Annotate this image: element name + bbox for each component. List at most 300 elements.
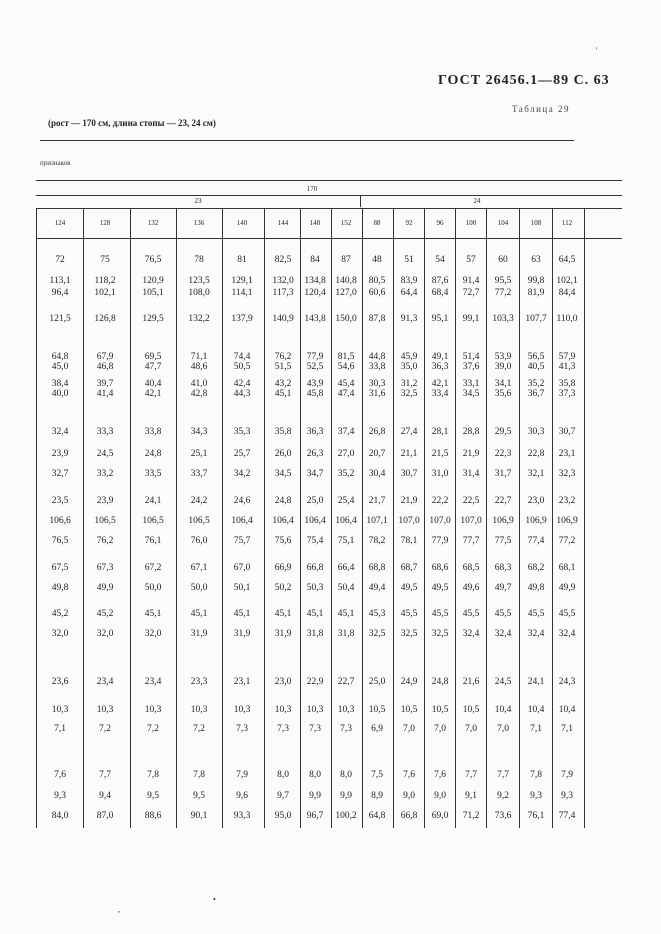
table-cell: 45,5 (400, 609, 418, 619)
table-cell: 96,4 (51, 288, 69, 298)
table-cell: 31,8 (337, 629, 355, 639)
table-cell: 68,5 (462, 563, 480, 573)
table-cell: 7,3 (277, 724, 289, 734)
table-cell: 43,2 (274, 379, 292, 389)
table-cell: 23,1 (233, 677, 251, 687)
table-cell: 106,9 (492, 516, 514, 526)
table-cell: 67,0 (233, 563, 251, 573)
table-cell: 36,7 (527, 389, 545, 399)
table-cell: 25,0 (368, 677, 386, 687)
table-cell: 22,8 (527, 449, 545, 459)
table-cell: 20,7 (368, 449, 386, 459)
table-cell: 77,2 (494, 288, 512, 298)
table-cell: 49,5 (400, 583, 418, 593)
table-row (0, 583, 661, 595)
table-cell: 21,1 (400, 449, 418, 459)
table-cell: 64,8 (368, 811, 386, 821)
table-cell: 68,1 (558, 563, 576, 573)
table-cell: 42,4 (233, 379, 251, 389)
table-cell: 33,7 (190, 469, 208, 479)
table-cell: 49,7 (494, 583, 512, 593)
column-header: 152 (340, 219, 352, 227)
table-cell: 24,8 (144, 449, 162, 459)
table-cell: 32,4 (527, 629, 545, 639)
table-cell: 76,5 (51, 536, 69, 546)
table-cell: 91,4 (462, 276, 480, 286)
table-cell: 78 (194, 255, 204, 265)
table-cell: 23,4 (96, 677, 114, 687)
table-cell: 67,9 (96, 352, 114, 362)
table-cell: 10,5 (400, 705, 418, 715)
column-header: 124 (54, 219, 66, 227)
table-cell: 126,8 (94, 314, 116, 324)
table-cell: 77,4 (527, 536, 545, 546)
table-cell: 35,2 (527, 379, 545, 389)
table-row (0, 563, 661, 575)
table-cell: 81 (237, 255, 247, 265)
table-cell: 9,0 (403, 791, 415, 801)
table-cell: 83,9 (400, 276, 418, 286)
table-cell: 7,0 (403, 724, 415, 734)
table-cell: 33,3 (96, 427, 114, 437)
table-cell: 87,6 (431, 276, 449, 286)
table-cell: 48 (372, 255, 382, 265)
table-cell: 10,3 (274, 705, 292, 715)
table-row (0, 791, 661, 803)
table-cell: 21,9 (400, 496, 418, 506)
table-cell: 10,3 (306, 705, 324, 715)
table-cell: 34,5 (274, 469, 292, 479)
column-header: 140 (236, 219, 248, 227)
table-cell: 24,1 (527, 677, 545, 687)
table-cell: 90,1 (190, 811, 208, 821)
table-cell: 33,1 (462, 379, 480, 389)
table-row (0, 389, 661, 401)
table-cell: 9,7 (277, 791, 289, 801)
table-cell: 32,4 (462, 629, 480, 639)
table-cell: 6,9 (371, 724, 383, 734)
table-cell: 9,9 (340, 791, 352, 801)
table-cell: 67,3 (96, 563, 114, 573)
table-cell: 45,1 (190, 609, 208, 619)
table-cell: 23,5 (51, 496, 69, 506)
table-cell: 30,4 (368, 469, 386, 479)
scan-mark: , (118, 905, 120, 914)
table-cell: 7,2 (147, 724, 159, 734)
table-cell: 64,8 (51, 352, 69, 362)
table-cell: 22,9 (306, 677, 324, 687)
table-cell: 30,3 (527, 427, 545, 437)
table-cell: 45,8 (306, 389, 324, 399)
table-cell: 33,5 (144, 469, 162, 479)
table-cell: 50,3 (306, 583, 324, 593)
table-cell: 7,7 (465, 770, 477, 780)
table-cell: 106,9 (525, 516, 547, 526)
table-cell: 7,5 (371, 770, 383, 780)
table-cell: 41,3 (558, 362, 576, 372)
table-cell: 118,2 (94, 276, 116, 286)
table-cell: 45,2 (96, 609, 114, 619)
table-cell: 84 (310, 255, 320, 265)
table-cell: 31,9 (274, 629, 292, 639)
table-cell: 10,3 (51, 705, 69, 715)
table-cell: 110,0 (556, 314, 578, 324)
table-cell: 64,4 (400, 288, 418, 298)
table-cell: 56,5 (527, 352, 545, 362)
table-cell: 23,2 (558, 496, 576, 506)
scan-mark: ' (596, 46, 598, 55)
table-cell: 66,4 (337, 563, 355, 573)
foot-group-label: 23 (194, 197, 202, 205)
page-header: ГОСТ 26456.1—89 С. 63 (438, 73, 610, 88)
height-group-label: 170 (306, 185, 318, 193)
table-row (0, 609, 661, 621)
table-label: Таблица 29 (512, 104, 570, 114)
table-cell: 99,1 (462, 314, 480, 324)
table-cell: 9,3 (561, 791, 573, 801)
table-cell: 45,1 (306, 609, 324, 619)
table-cell: 32,4 (494, 629, 512, 639)
table-cell: 8,0 (340, 770, 352, 780)
table-cell: 34,2 (233, 469, 251, 479)
table-cell: 7,2 (193, 724, 205, 734)
column-header: 132 (147, 219, 159, 227)
table-cell: 34,7 (306, 469, 324, 479)
table-cell: 106,4 (231, 516, 253, 526)
table-cell: 51,5 (274, 362, 292, 372)
table-cell: 45,1 (144, 609, 162, 619)
column-header: 108 (530, 219, 542, 227)
table-cell: 39,7 (96, 379, 114, 389)
table-cell: 71,1 (190, 352, 208, 362)
table-cell: 78,2 (368, 536, 386, 546)
table-cell: 9,3 (54, 791, 66, 801)
table-cell: 77,4 (558, 811, 576, 821)
header-rule (40, 140, 574, 141)
table-cell: 45,5 (558, 609, 576, 619)
table-cell: 106,4 (272, 516, 294, 526)
table-cell: 35,2 (337, 469, 355, 479)
table-cell: 29,5 (494, 427, 512, 437)
table-cell: 9,3 (530, 791, 542, 801)
table-cell: 21,5 (431, 449, 449, 459)
table-cell: 87,0 (96, 811, 114, 821)
table-cell: 10,5 (462, 705, 480, 715)
table-cell: 49,4 (368, 583, 386, 593)
table-cell: 31,7 (494, 469, 512, 479)
table-cell: 10,4 (558, 705, 576, 715)
table-row (0, 536, 661, 548)
table-cell: 27,0 (337, 449, 355, 459)
table-cell: 96,7 (306, 811, 324, 821)
table-cell: 67,1 (190, 563, 208, 573)
table-cell: 95,0 (274, 811, 292, 821)
table-cell: 91,3 (400, 314, 418, 324)
table-cell: 41,0 (190, 379, 208, 389)
table-cell: 23,9 (96, 496, 114, 506)
table-cell: 7,1 (561, 724, 573, 734)
table-cell: 8,0 (277, 770, 289, 780)
table-cell: 68,6 (431, 563, 449, 573)
table-cell: 9,6 (236, 791, 248, 801)
table-cell: 43,9 (306, 379, 324, 389)
table-cell: 60,6 (368, 288, 386, 298)
table-cell: 50,4 (337, 583, 355, 593)
table-cell: 93,3 (233, 811, 251, 821)
table-cell: 77,2 (558, 536, 576, 546)
table-row (0, 276, 661, 288)
column-header: 104 (497, 219, 509, 227)
table-cell: 7,6 (403, 770, 415, 780)
table-cell: 35,8 (558, 379, 576, 389)
column-header: 88 (373, 219, 381, 227)
table-cell: 26,8 (368, 427, 386, 437)
table-cell: 51 (404, 255, 414, 265)
table-cell: 113,1 (49, 276, 71, 286)
table-cell: 76,1 (527, 811, 545, 821)
table-cell: 106,4 (335, 516, 357, 526)
table-cell: 108,0 (188, 288, 210, 298)
table-cell: 34,5 (462, 389, 480, 399)
table-cell: 26,0 (274, 449, 292, 459)
table-cell: 23,0 (274, 677, 292, 687)
foot-group-label: 24 (473, 197, 481, 205)
table-cell: 10,3 (96, 705, 114, 715)
table-cell: 31,9 (233, 629, 251, 639)
table-cell: 25,0 (306, 496, 324, 506)
table-cell: 35,3 (233, 427, 251, 437)
table-cell: 32,4 (558, 629, 576, 639)
table-row (0, 811, 661, 823)
table-cell: 34,3 (190, 427, 208, 437)
table-cell: 35,8 (274, 427, 292, 437)
table-cell: 10,3 (190, 705, 208, 715)
table-cell: 24,3 (558, 677, 576, 687)
table-cell: 30,7 (400, 469, 418, 479)
table-cell: 71,2 (462, 811, 480, 821)
table-cell: 45,1 (337, 609, 355, 619)
column-header: 100 (465, 219, 477, 227)
table-cell: 107,0 (398, 516, 420, 526)
table-cell: 32,5 (368, 629, 386, 639)
group-rule (36, 195, 622, 196)
table-cell: 9,5 (147, 791, 159, 801)
table-cell: 7,1 (54, 724, 66, 734)
table-cell: 75,6 (274, 536, 292, 546)
table-cell: 132,2 (188, 314, 210, 324)
table-cell: 50,0 (190, 583, 208, 593)
table-cell: 32,5 (400, 629, 418, 639)
table-cell: 45,1 (233, 609, 251, 619)
table-row (0, 362, 661, 374)
table-cell: 68,3 (494, 563, 512, 573)
table-cell: 74,4 (233, 352, 251, 362)
table-cell: 27,4 (400, 427, 418, 437)
table-cell: 32,7 (51, 469, 69, 479)
table-cell: 84,4 (558, 288, 576, 298)
column-header: 96 (436, 219, 444, 227)
table-row (0, 314, 661, 326)
table-cell: 103,3 (492, 314, 514, 324)
table-cell: 7,8 (193, 770, 205, 780)
table-cell: 31,6 (368, 389, 386, 399)
table-cell: 24,2 (190, 496, 208, 506)
table-cell: 22,3 (494, 449, 512, 459)
table-cell: 36,3 (306, 427, 324, 437)
column-header: 136 (193, 219, 205, 227)
table-cell: 121,5 (49, 314, 71, 324)
table-cell: 50,1 (233, 583, 251, 593)
table-cell: 68,2 (527, 563, 545, 573)
table-cell: 105,1 (142, 288, 164, 298)
table-cell: 40,5 (527, 362, 545, 372)
table-cell: 50,2 (274, 583, 292, 593)
table-cell: 69,5 (144, 352, 162, 362)
table-cell: 23,9 (51, 449, 69, 459)
table-cell: 7,3 (309, 724, 321, 734)
table-cell: 35,0 (400, 362, 418, 372)
table-cell: 42,8 (190, 389, 208, 399)
table-cell: 95,1 (431, 314, 449, 324)
table-cell: 24,5 (494, 677, 512, 687)
column-header: 92 (405, 219, 413, 227)
table-cell: 45,5 (527, 609, 545, 619)
table-cell: 45,4 (337, 379, 355, 389)
table-cell: 9,2 (497, 791, 509, 801)
table-cell: 95,5 (494, 276, 512, 286)
table-cell: 32,0 (144, 629, 162, 639)
table-cell: 10,5 (431, 705, 449, 715)
table-cell: 37,6 (462, 362, 480, 372)
table-cell: 23,4 (144, 677, 162, 687)
table-cell: 106,9 (556, 516, 578, 526)
table-row (0, 629, 661, 641)
table-cell: 100,2 (335, 811, 357, 821)
table-cell: 49,8 (527, 583, 545, 593)
table-cell: 47,4 (337, 389, 355, 399)
table-cell: 7,0 (465, 724, 477, 734)
table-cell: 49,9 (96, 583, 114, 593)
table-cell: 40,4 (144, 379, 162, 389)
table-cell: 45,5 (431, 609, 449, 619)
table-row (0, 705, 661, 717)
table-cell: 75,1 (337, 536, 355, 546)
table-cell: 7,3 (236, 724, 248, 734)
table-cell: 31,8 (306, 629, 324, 639)
table-cell: 75,4 (306, 536, 324, 546)
table-cell: 137,9 (231, 314, 253, 324)
table-cell: 50,0 (144, 583, 162, 593)
table-cell: 22,7 (494, 496, 512, 506)
table-cell: 7,6 (54, 770, 66, 780)
table-cell: 26,3 (306, 449, 324, 459)
table-cell: 7,0 (434, 724, 446, 734)
table-cell: 10,3 (144, 705, 162, 715)
table-cell: 40,0 (51, 389, 69, 399)
table-cell: 107,1 (366, 516, 388, 526)
table-cell: 88,6 (144, 811, 162, 821)
table-cell: 77,7 (462, 536, 480, 546)
table-cell: 22,7 (337, 677, 355, 687)
table-cell: 32,5 (431, 629, 449, 639)
table-cell: 120,4 (304, 288, 326, 298)
table-cell: 69,0 (431, 811, 449, 821)
table-cell: 31,0 (431, 469, 449, 479)
table-cell: 10,3 (337, 705, 355, 715)
table-cell: 143,8 (304, 314, 326, 324)
table-cell: 80,5 (368, 276, 386, 286)
scan-mark: • (213, 895, 216, 904)
table-cell: 28,8 (462, 427, 480, 437)
table-cell: 45,2 (51, 609, 69, 619)
table-cell: 33,8 (144, 427, 162, 437)
table-cell: 120,9 (142, 276, 164, 286)
table-cell: 10,4 (494, 705, 512, 715)
table-cell: 134,8 (304, 276, 326, 286)
table-cell: 23,6 (51, 677, 69, 687)
table-cell: 9,9 (309, 791, 321, 801)
table-cell: 39,0 (494, 362, 512, 372)
table-cell: 33,2 (96, 469, 114, 479)
table-cell: 66,9 (274, 563, 292, 573)
table-cell: 32,3 (558, 469, 576, 479)
table-cell: 48,6 (190, 362, 208, 372)
table-cell: 50,5 (233, 362, 251, 372)
table-cell: 22,5 (462, 496, 480, 506)
table-cell: 21,6 (462, 677, 480, 687)
column-title: признаков (40, 159, 71, 167)
table-cell: 127,0 (335, 288, 357, 298)
table-cell: 31,2 (400, 379, 418, 389)
table-cell: 132,0 (272, 276, 294, 286)
table-cell: 117,3 (272, 288, 294, 298)
table-cell: 42,1 (144, 389, 162, 399)
table-cell: 41,4 (96, 389, 114, 399)
table-cell: 23,3 (190, 677, 208, 687)
table-cell: 81,5 (337, 352, 355, 362)
table-cell: 23,0 (527, 496, 545, 506)
table-cell: 32,0 (51, 629, 69, 639)
table-cell: 106,5 (142, 516, 164, 526)
table-row (0, 469, 661, 481)
table-cell: 123,5 (188, 276, 210, 286)
table-cell: 52,5 (306, 362, 324, 372)
table-cell: 106,4 (304, 516, 326, 526)
table-row (0, 496, 661, 508)
table-cell: 72,7 (462, 288, 480, 298)
table-cell: 7,2 (99, 724, 111, 734)
table-cell: 9,5 (193, 791, 205, 801)
column-header: 128 (99, 219, 111, 227)
table-cell: 33,8 (368, 362, 386, 372)
table-cell: 140,9 (272, 314, 294, 324)
table-cell: 102,1 (556, 276, 578, 286)
table-cell: 75 (100, 255, 110, 265)
table-cell: 21,7 (368, 496, 386, 506)
table-top-rule (36, 180, 622, 181)
table-cell: 76,1 (144, 536, 162, 546)
table-cell: 45,3 (368, 609, 386, 619)
table-cell: 82,5 (274, 255, 292, 265)
table-cell: 106,5 (188, 516, 210, 526)
table-cell: 7,0 (497, 724, 509, 734)
table-cell: 45,5 (462, 609, 480, 619)
table-cell: 87,8 (368, 314, 386, 324)
table-cell: 76,5 (144, 255, 162, 265)
table-cell: 129,1 (231, 276, 253, 286)
table-cell: 10,5 (368, 705, 386, 715)
table-cell: 45,1 (274, 609, 292, 619)
